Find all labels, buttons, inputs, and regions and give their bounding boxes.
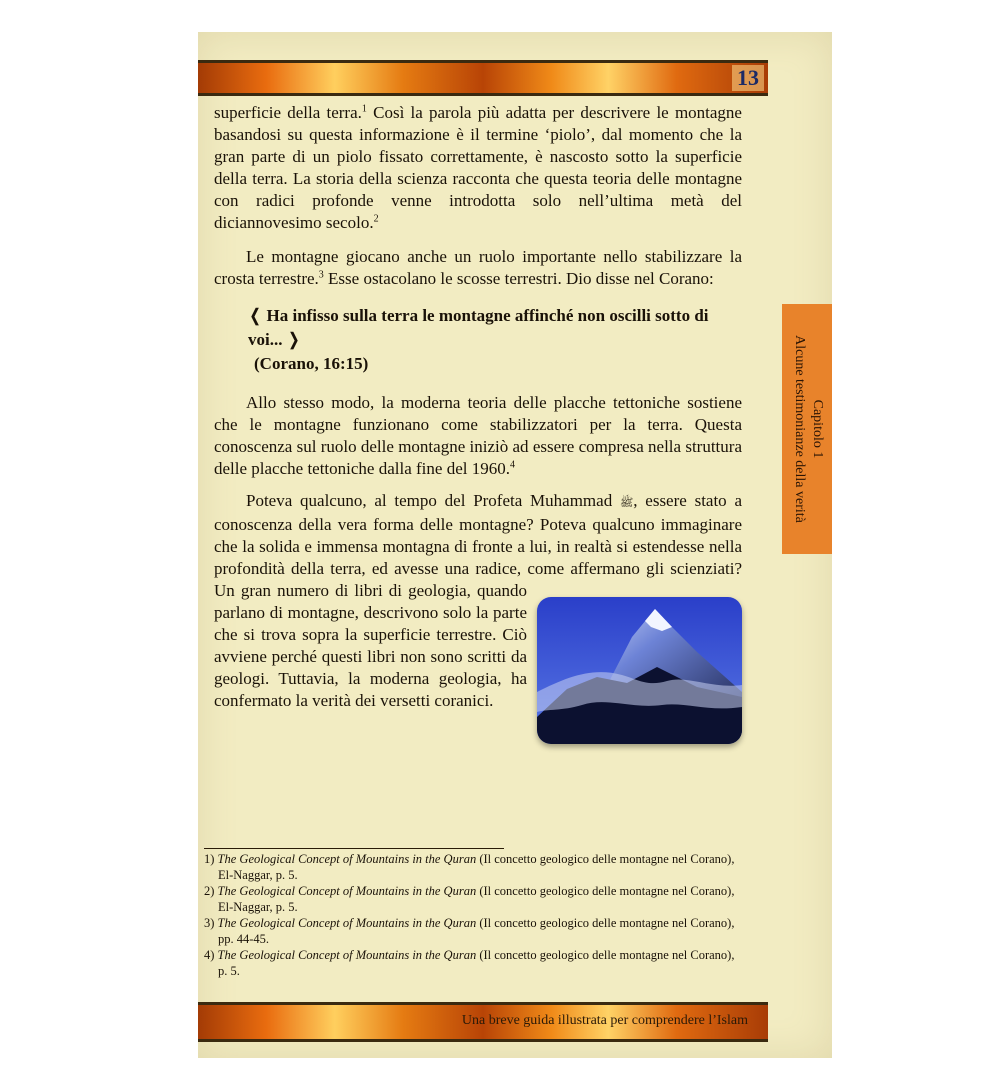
mountain-illustration <box>537 597 742 744</box>
footnote-title: The Geological Concept of Mountains in the Quran <box>217 852 477 866</box>
footnote-title: The Geological Concept of Mountains in the Quran <box>217 948 477 962</box>
footnote-ref-1: 1 <box>361 103 367 115</box>
footnote-number: 4) <box>204 948 215 962</box>
footnote-separator <box>204 848 504 849</box>
p4-text-a: Poteva qualcuno, al tempo del Profeta Muhammad <box>246 491 620 510</box>
footnote-ref-3: 3 <box>318 269 324 281</box>
footnote-title: The Geological Concept of Mountains in the Quran <box>217 884 477 898</box>
mountain-photo <box>537 597 742 744</box>
page-number: 13 <box>732 65 764 91</box>
footnote-number: 1) <box>204 852 215 866</box>
chapter-tab <box>782 304 832 554</box>
quote-reference: (Corano, 16:15) <box>254 354 369 373</box>
book-page <box>198 32 832 1058</box>
quote-open-bracket: ❬ <box>248 306 263 325</box>
footnote-rest: (Il concetto geologico delle montagne nel Corano), El-Naggar, p. 5. <box>218 884 735 914</box>
p4-text-b: , essere stato a conoscenza della vera forma delle montagne? Poteva qualcuno immaginare che la solida e immensa montagna di fronte a lui, in realtà si estendesse nella profondità della terra, ed avesse una radice, come affermano gli scienziati? Un gran numero di libri di geologia, quando parlano di montagne, descrivono solo la parte che si trova sopra la superficie terrestre. Ciò avviene perché questi libri non sono scritti da geologi. Tuttavia, la moderna geologia, ha confermato la verità dei versetti coranici. <box>214 491 742 710</box>
footnote-1 <box>204 852 744 883</box>
footnote-ref-2: 2 <box>373 213 379 225</box>
p3-text: Allo stesso modo, la moderna teoria delle placche tettoniche sostiene che le montagne funzionano come stabilizzatori per la terra. Questa conoscenza sul ruolo delle montagne iniziò ad essere compresa nella struttura delle placche tettoniche dalla fine del 1960. <box>214 393 742 478</box>
p2-text-b: Esse ostacolano le scosse terrestri. Dio disse nel Corano: <box>323 269 714 288</box>
footnote-title: The Geological Concept of Mountains in the Quran <box>217 916 477 930</box>
footer-band <box>198 1002 768 1042</box>
footnote-ref-4: 4 <box>509 459 515 471</box>
header-band <box>198 60 768 96</box>
paragraph-2 <box>214 246 742 290</box>
footnotes <box>204 852 744 980</box>
footnote-number: 3) <box>204 916 215 930</box>
quote-close-bracket: ❭ <box>286 330 301 349</box>
quote-text: Ha infisso sulla terra le montagne affinché non oscilli sotto di voi... <box>248 306 709 349</box>
footnote-number: 2) <box>204 884 215 898</box>
footnote-3 <box>204 916 744 947</box>
chapter-tab-text <box>782 304 832 554</box>
p1-text-b: Così la parola più adatta per descrivere le montagne basandosi su questa informazione è il termine ‘piolo’, dal momento che la gran parte di un piolo fissato correttamente, è nascosto sotto la superficie della terra. La storia della scienza racconta che questa teoria delle montagne con radici profonde venne introdotta solo nell’ultima metà del diciannovesimo secolo. <box>214 103 742 232</box>
chapter-title: Alcune testimonianze della verità <box>792 335 807 523</box>
footnote-4 <box>204 948 744 979</box>
paragraph-1 <box>214 102 742 234</box>
footnote-2 <box>204 884 744 915</box>
footnote-rest: (Il concetto geologico delle montagne nel Corano), pp. 44-45. <box>218 916 735 946</box>
chapter-number: Capitolo 1 <box>810 399 825 459</box>
honorific-symbol: ﷺ <box>619 496 634 509</box>
paragraph-3 <box>214 392 742 480</box>
footnote-rest: (Il concetto geologico delle montagne nel Corano), El-Naggar, p. 5. <box>218 852 735 882</box>
footer-title: Una breve guida illustrata per comprendere l’Islam <box>461 1013 748 1028</box>
p1-text-a: superficie della terra. <box>214 103 362 122</box>
quran-quote <box>248 304 742 376</box>
p2-text-a: Le montagne giocano anche un ruolo importante nello stabilizzare la crosta terrestre. <box>214 247 742 288</box>
footnote-rest: (Il concetto geologico delle montagne nel Corano), p. 5. <box>218 948 735 978</box>
